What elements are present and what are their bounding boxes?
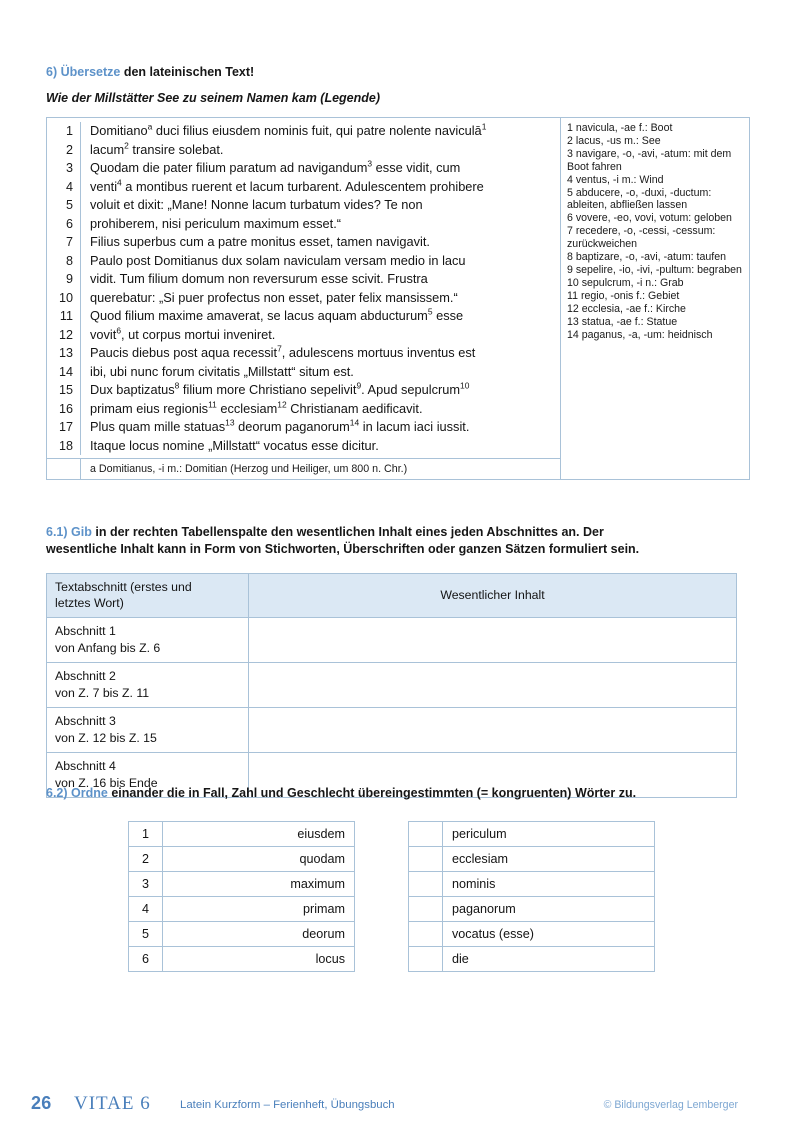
table-row — [409, 872, 655, 897]
match-word: periculum — [443, 822, 655, 847]
latin-line — [47, 252, 560, 271]
line-number: 6 — [65, 216, 73, 231]
footer-subtitle: Latein Kurzform – Ferienheft, Übungsbuch — [180, 1099, 395, 1111]
line-text: Plus quam mille statuas$^{13}$ deorum paganorum$^{14}$ in lacum iaci iussit. — [80, 418, 560, 437]
section-answer-field[interactable] — [249, 618, 737, 663]
table-row — [129, 922, 355, 947]
line-number: 4 — [65, 179, 73, 194]
line-text: Dux baptizatus$^8$ filium more Christiano sepelivit$^9$. Apud sepulcrum$^{10}$ — [80, 381, 560, 400]
line-number: 18 — [58, 438, 73, 453]
section-label-line2: von Z. 7 bis Z. 11 — [55, 685, 150, 700]
sections-header-row — [47, 574, 737, 618]
match-word: nominis — [443, 872, 655, 897]
line-text: Domitiano$^a$ duci filius eiusdem nominis fuit, qui patre nolente naviculā$^1$ — [80, 122, 560, 141]
latin-lines — [47, 118, 560, 458]
task-6-instruction: den lateinischen Text! — [123, 65, 255, 79]
section-label — [47, 663, 249, 708]
line-number: 1 — [65, 124, 73, 138]
latin-line — [47, 122, 560, 141]
vocabulary-entry: 3 navigare, -o, -avi, -atum: mit dem Boot fahren — [567, 147, 732, 173]
latin-line — [47, 363, 560, 382]
latin-footnote-row — [47, 458, 560, 479]
sections-header-left-line1: Textabschnitt (erstes und — [55, 580, 192, 594]
latin-line — [47, 400, 560, 419]
latin-line — [47, 233, 560, 252]
vocabulary-entry: 4 ventus, -i m.: Wind — [567, 173, 664, 186]
line-text: venti$^4$ a montibus ruerent et lacum turbarent. Adulescentem prohibere — [80, 178, 560, 197]
vocabulary-entry: 8 baptizare, -o, -avi, -atum: taufen — [567, 251, 726, 264]
match-word: die — [443, 947, 655, 972]
match-word: maximum — [163, 872, 355, 897]
latin-line — [47, 381, 560, 400]
line-text: Paulo post Domitianus dux solam naviculam versam medio in lacu — [80, 252, 560, 271]
line-number: 3 — [65, 161, 73, 175]
task-6-verb: Übersetze — [60, 65, 121, 79]
line-text: voluit et dixit: „Mane! Nonne lacum turbatum vides? Te non — [80, 196, 560, 215]
vocabulary-entry: 13 statua, -ae f.: Statue — [567, 315, 678, 328]
section-answer-field[interactable] — [249, 663, 737, 708]
match-answer-field[interactable] — [409, 922, 443, 947]
latin-line — [47, 307, 560, 326]
line-text: Itaque locus nomine „Millstatt“ vocatus esse dicitur. — [80, 437, 560, 456]
footer-page-number: 26 — [31, 1093, 52, 1113]
line-text: ibi, ubi nunc forum civitatis „Millstatt“ situm est. — [80, 363, 560, 382]
table-row — [409, 847, 655, 872]
line-number: 11 — [59, 309, 73, 323]
table-row — [129, 847, 355, 872]
matching-table-left — [128, 821, 355, 972]
task-61-heading — [46, 524, 746, 558]
table-row — [409, 922, 655, 947]
match-answer-field[interactable] — [409, 872, 443, 897]
match-index: 6 — [129, 947, 163, 972]
line-number: 10 — [58, 290, 73, 305]
task-61-verb: Gib — [71, 525, 92, 539]
match-index: 2 — [129, 847, 163, 872]
matching-table-right — [408, 821, 655, 972]
match-index: 3 — [129, 872, 163, 897]
vocabulary-entry: 10 sepulcrum, -i n.: Grab — [567, 276, 684, 289]
footer-copyright: © Bildungsverlag Lemberger — [603, 1099, 738, 1111]
match-answer-field[interactable] — [409, 947, 443, 972]
line-text: querebatur: „Si puer profectus non esset, pater felix mansissem.“ — [80, 289, 560, 308]
vocabulary-entry: 5 abducere, -o, -duxi, -ductum: ableiten, abfließen lassen — [567, 186, 712, 212]
line-number: 9 — [65, 272, 73, 286]
match-index: 5 — [129, 922, 163, 947]
vocabulary-entry: 14 paganus, -a, -um: heidnisch — [567, 328, 713, 341]
latin-line — [47, 141, 560, 160]
vocabulary-entry: 9 sepelire, -io, -ivi, -pultum: begraben — [567, 263, 742, 276]
line-number: 14 — [58, 364, 73, 379]
match-word: ecclesiam — [443, 847, 655, 872]
table-row — [129, 822, 355, 847]
line-text: Paucis diebus post aqua recessit$^7$, adulescens mortuus inventus est — [80, 344, 560, 363]
latin-line — [47, 344, 560, 363]
task-62-number: 6.2) — [46, 786, 68, 800]
table-row — [47, 618, 737, 663]
table-row — [409, 897, 655, 922]
line-number: 8 — [65, 253, 73, 268]
task-6-number: 6) — [46, 65, 58, 79]
latin-text-table — [46, 117, 750, 480]
task-62-instruction: einander die in Fall, Zahl und Geschlecht übereingestimmten (= kongruenten) Wörter zu. — [111, 786, 637, 800]
latin-line — [47, 196, 560, 215]
vocabulary-entry: 7 recedere, -o, -cessi, -cessum: zurückweichen — [567, 225, 716, 251]
table-row — [409, 822, 655, 847]
section-label — [47, 618, 249, 663]
task-6-heading — [46, 64, 254, 81]
vocabulary-entry: 12 ecclesia, -ae f.: Kirche — [567, 302, 686, 315]
vocabulary-cell — [561, 118, 750, 480]
match-word: quodam — [163, 847, 355, 872]
footer-brand-number: 6 — [140, 1093, 150, 1114]
latin-line — [47, 178, 560, 197]
line-number: 2 — [65, 142, 73, 157]
sections-header-left — [47, 574, 249, 618]
line-number: 17 — [58, 420, 73, 434]
task-62-heading — [46, 785, 636, 802]
latin-line — [47, 159, 560, 178]
match-answer-field[interactable] — [409, 897, 443, 922]
table-row — [47, 708, 737, 753]
line-text: lacum$^2$ transire solebat. — [80, 141, 560, 160]
task-61-instruction-line2: wesentliche Inhalt kann in Form von Stichworten, Überschriften oder ganzen Sätzen formuliert sein. — [46, 542, 640, 556]
table-row — [129, 897, 355, 922]
sections-table — [46, 573, 737, 798]
line-number: 15 — [58, 383, 73, 397]
match-word: locus — [163, 947, 355, 972]
match-answer-field[interactable] — [409, 822, 443, 847]
latin-line — [47, 215, 560, 234]
line-text: vidit. Tum filium domum non reversurum esse scivit. Frustra — [80, 270, 560, 289]
vocabulary-entry: 11 regio, -onis f.: Gebiet — [567, 289, 680, 302]
table-row — [129, 947, 355, 972]
task-61-instruction-line1: in der rechten Tabellenspalte den wesentlichen Inhalt eines jeden Abschnittes an. Der — [95, 525, 604, 539]
line-text: Filius superbus cum a patre monitus esset, tamen navigavit. — [80, 233, 560, 252]
match-word: vocatus (esse) — [443, 922, 655, 947]
sections-header-left-line2: letztes Wort) — [55, 596, 124, 610]
match-word: deorum — [163, 922, 355, 947]
footer-brand-name: VITAE — [74, 1093, 135, 1114]
line-text: prohiberem, nisi periculum maximum esset.“ — [80, 215, 560, 234]
line-number: 5 — [65, 198, 73, 212]
match-word: primam — [163, 897, 355, 922]
table-row — [129, 872, 355, 897]
task-61-number: 6.1) — [46, 525, 68, 539]
section-label-line1: Abschnitt 1 — [55, 624, 116, 638]
match-word: paganorum — [443, 897, 655, 922]
section-answer-field[interactable] — [249, 708, 737, 753]
sections-header-right: Wesentlicher Inhalt — [249, 574, 737, 618]
vocabulary-entry: 1 navicula, -ae f.: Boot — [567, 122, 673, 134]
latin-line — [47, 270, 560, 289]
line-number: 7 — [65, 235, 73, 249]
line-text: Quod filium maxime amaverat, se lacus aquam abducturum$^5$ esse — [80, 307, 560, 326]
section-label-line2: von Z. 16 bis Ende — [55, 775, 158, 790]
line-number: 13 — [58, 346, 73, 360]
task-62-verb: Ordne — [71, 786, 108, 800]
line-number: 12 — [58, 327, 73, 342]
section-label — [47, 708, 249, 753]
latin-line — [47, 437, 560, 456]
footer-brand — [74, 1093, 150, 1115]
match-index: 1 — [129, 822, 163, 847]
line-text: Quodam die pater filium paratum ad navigandum$^3$ esse vidit, cum — [80, 159, 560, 178]
section-label-line1: Abschnitt 2 — [55, 669, 116, 683]
match-word: eiusdem — [163, 822, 355, 847]
match-answer-field[interactable] — [409, 847, 443, 872]
section-label-line2: von Anfang bis Z. 6 — [55, 640, 161, 655]
section-label-line1: Abschnitt 4 — [55, 759, 116, 773]
latin-text-cell — [47, 118, 561, 480]
line-text: primam eius regionis$^{11}$ ecclesiam$^{12}$ Christianam aedificavit. — [80, 400, 560, 419]
section-label-line2: von Z. 12 bis Z. 15 — [55, 730, 157, 745]
latin-line — [47, 326, 560, 345]
table-row — [47, 663, 737, 708]
page-footer — [0, 1093, 800, 1123]
vocabulary-entry: 2 lacus, -us m.: See — [567, 134, 661, 147]
line-text: vovit$^6$, ut corpus mortui inveniret. — [80, 326, 560, 345]
match-index: 4 — [129, 897, 163, 922]
latin-text-title: Wie der Millstätter See zu seinem Namen kam (Legende) — [46, 91, 381, 105]
section-label-line1: Abschnitt 3 — [55, 714, 116, 728]
latin-line — [47, 289, 560, 308]
line-number: 16 — [58, 401, 73, 416]
latin-line — [47, 418, 560, 437]
table-row — [409, 947, 655, 972]
vocabulary-entry: 6 vovere, -eo, vovi, votum: geloben — [567, 212, 732, 225]
footnote-text: a Domitianus, -i m.: Domitian (Herzog und Heiliger, um 800 n. Chr.) — [80, 459, 560, 479]
